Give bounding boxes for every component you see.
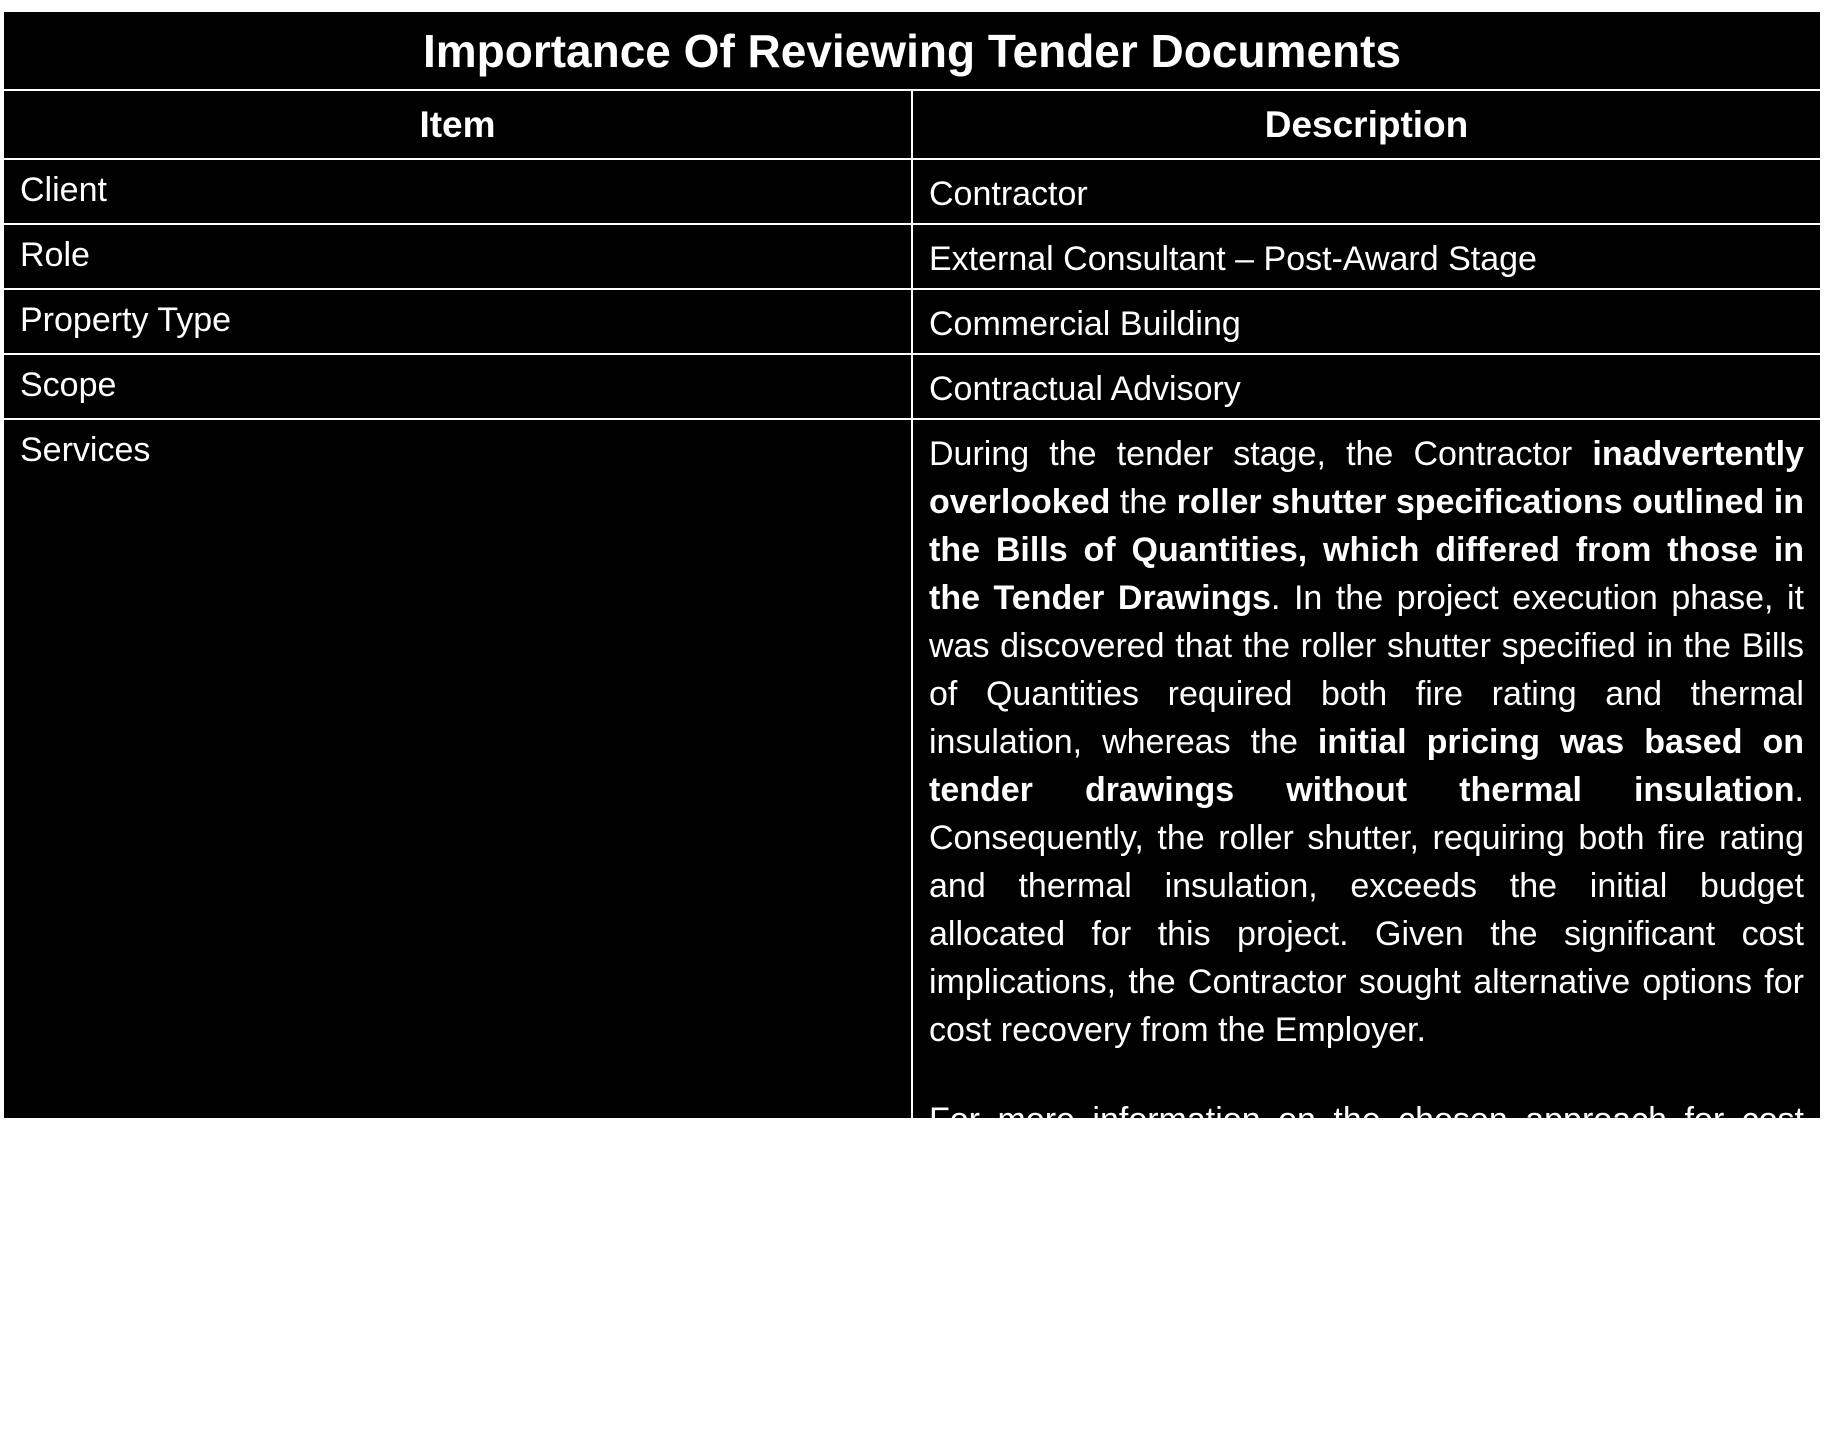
row-item-scope: Scope — [3, 354, 912, 419]
column-header-description: Description — [912, 90, 1821, 159]
table-row-property-type — [3, 289, 1821, 354]
tender-review-table — [2, 10, 1822, 1446]
table-row-services — [3, 419, 1821, 1241]
row-item-key-takeaways: Key Takeaways — [3, 1241, 912, 1445]
services-emphasis: inadvertently overlooked — [929, 435, 1804, 521]
row-description-role: External Consultant – Post-Award Stage — [912, 224, 1821, 289]
row-description-client: Contractor — [912, 159, 1821, 224]
paragraph-spacer — [929, 1054, 1804, 1096]
row-item-property-type: Property Type — [3, 289, 912, 354]
services-emphasis: initial pricing was based on tender drawings without thermal insulation — [929, 723, 1804, 809]
services-text: . Consequently, the roller shutter, requiring both fire rating and thermal insulation, exceeds the initial budget allocated for this project. Given the significant cost implications, the Contractor sought alternative options for cost recovery from the Employer. — [929, 771, 1804, 1049]
services-paragraph-2: For more information on the chosen approach for cost recovery from the Employer, you may click the ‘See More’ icon. — [929, 1101, 1804, 1235]
row-item-services: Services — [3, 419, 912, 1241]
table-row-key-takeaways — [3, 1241, 1821, 1445]
column-header-item: Item — [3, 90, 912, 159]
services-text: . In the project execution phase, it was discovered that the roller shutter specified in the Bills of Quantities required both fire rating and thermal insulation, whereas the — [929, 579, 1804, 761]
services-paragraph-1 — [929, 430, 1804, 1054]
row-description-scope: Contractual Advisory — [912, 354, 1821, 419]
table-row-scope — [3, 354, 1821, 419]
row-description-property-type: Commercial Building — [912, 289, 1821, 354]
table-row-role — [3, 224, 1821, 289]
table-row-client — [3, 159, 1821, 224]
row-item-role: Role — [3, 224, 912, 289]
services-text: During the tender stage, the Contractor — [929, 435, 1593, 473]
row-description-services — [912, 419, 1821, 1241]
services-emphasis: roller shutter specifications outlined in the Bills of Quantities, which differed from those in the Tender Drawings — [929, 483, 1804, 617]
row-description-key-takeaways: Meticulous review of tender documents during tender stage before pricing tender, Clarifying potential discrepancies to proactively mitigate the risk of complications emerging during construction. — [912, 1241, 1821, 1445]
table-title: Importance Of Reviewing Tender Documents — [3, 11, 1821, 90]
services-text: the — [1110, 483, 1177, 521]
tender-review-table-container — [2, 10, 1822, 1439]
row-item-client: Client — [3, 159, 912, 224]
